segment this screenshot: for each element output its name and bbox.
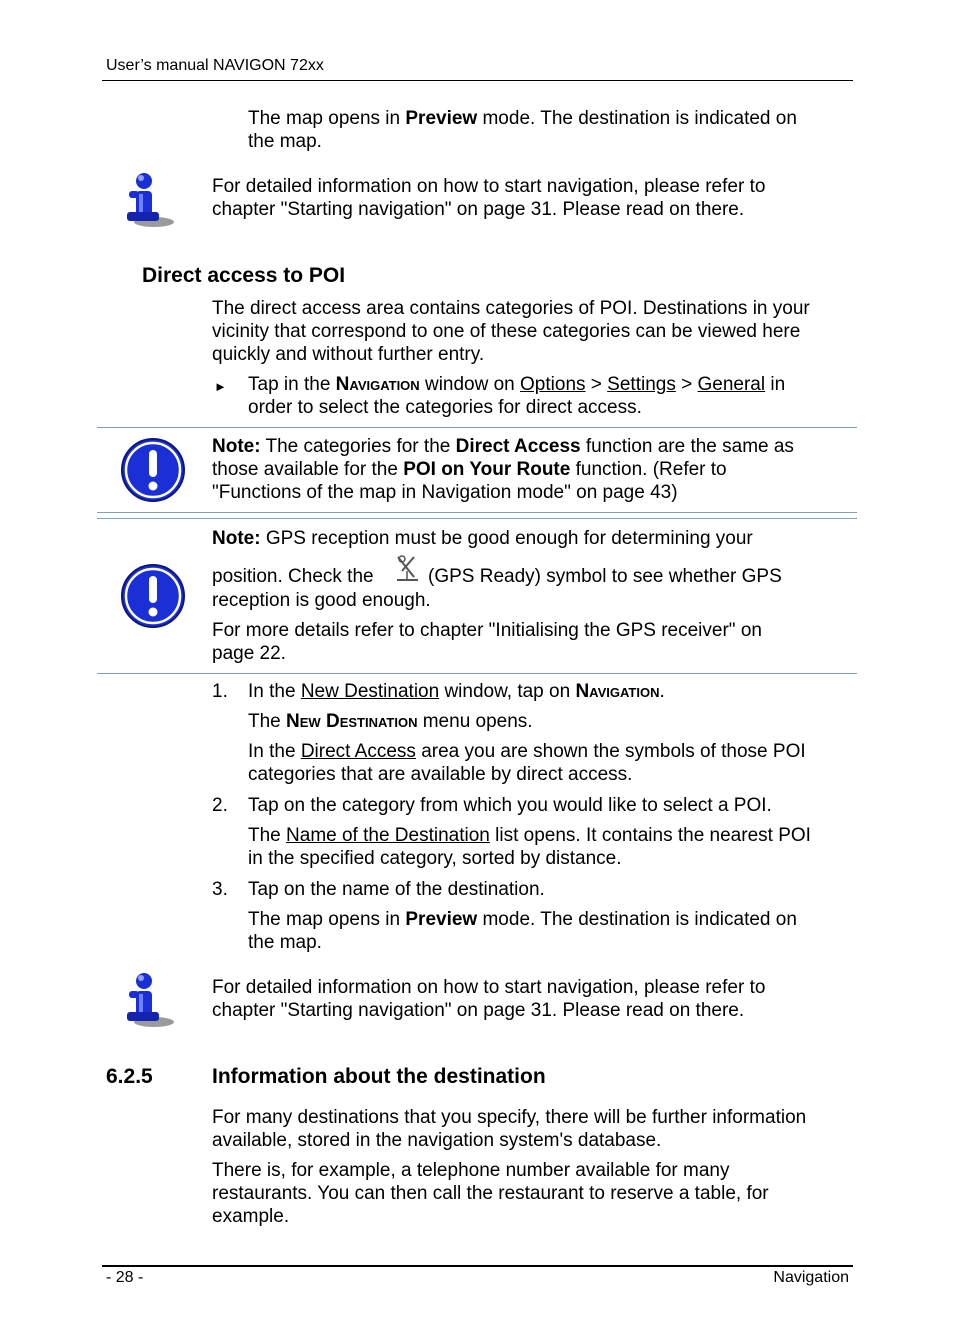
- step-number-1: 1.: [212, 681, 228, 702]
- note-2-gps-line-cont: (GPS Ready) symbol to see whether GPS: [428, 566, 782, 587]
- exclamation-icon: [120, 563, 186, 629]
- note-rule-bottom-2: [97, 673, 857, 674]
- step-3-text: Tap on the name of the destination.: [248, 879, 545, 900]
- note-1-text: Note: The categories for the Direct Access function are the same as those available for the POI on Your Route function. (Refer to "Functions of the map in Navigation mode" on page 43): [212, 436, 794, 503]
- step-1-detail: In the Direct Access area you are shown the symbols of those POI categories that are available by direct access.: [248, 741, 806, 785]
- note-2-more: For more details refer to chapter "Initialising the GPS receiver" on page 22.: [212, 620, 762, 664]
- header-rule: [102, 80, 853, 81]
- step-3-result: The map opens in Preview mode. The destination is indicated on the map.: [248, 909, 797, 953]
- footer-chapter: Navigation: [773, 1269, 849, 1286]
- info-text-2: For detailed information on how to start navigation, please refer to chapter "Starting navigation" on page 31. Please read on there.: [212, 977, 766, 1021]
- section-title: Information about the destination: [212, 1065, 546, 1088]
- note-rule-top-1: [97, 427, 857, 428]
- note-2-line-1: Note: GPS reception must be good enough for determining your: [212, 528, 753, 549]
- info-person-icon: [122, 970, 178, 1030]
- poi-heading: Direct access to POI: [142, 264, 346, 287]
- footer-rule: [102, 1265, 853, 1267]
- preview-text-1: The map opens in Preview mode. The destination is indicated on the map.: [248, 108, 797, 152]
- step-1-text: In the New Destination window, tap on Navigation.: [248, 681, 665, 702]
- gps-ready-icon: [394, 553, 420, 583]
- note-2-line-3: reception is good enough.: [212, 590, 431, 611]
- poi-instruction: Tap in the Navigation window on Options > Settings > General in order to select the categories for direct access.: [248, 374, 786, 418]
- bullet-arrow: ►: [214, 379, 227, 394]
- exclamation-icon: [120, 437, 186, 503]
- section-paragraph-2: There is, for example, a telephone number available for many restaurants. You can then call the restaurant to reserve a table, for example.: [212, 1160, 769, 1227]
- section-number: 6.2.5: [106, 1065, 153, 1088]
- step-1-result: The New Destination menu opens.: [248, 711, 533, 732]
- section-paragraph-1: For many destinations that you specify, there will be further information available, stored in the navigation system's database.: [212, 1107, 807, 1151]
- note-2-gps-line: position. Check the: [212, 566, 374, 587]
- page-header: User’s manual NAVIGON 72xx: [106, 57, 324, 74]
- step-2-result: The Name of the Destination list opens. It contains the nearest POI in the specified category, sorted by distance.: [248, 825, 811, 869]
- info-text-1: For detailed information on how to start navigation, please refer to chapter "Starting navigation" on page 31. Please read on there.: [212, 176, 766, 220]
- poi-description: The direct access area contains categories of POI. Destinations in your vicinity that correspond to one of these categories can be viewed here quickly and without further entry.: [212, 298, 810, 365]
- note-rule-bottom-1: [97, 512, 857, 513]
- step-number-3: 3.: [212, 879, 228, 900]
- info-person-icon: [122, 170, 178, 230]
- page-number: - 28 -: [106, 1269, 144, 1286]
- step-2-text: Tap on the category from which you would like to select a POI.: [248, 795, 772, 816]
- note-rule-top-2: [97, 518, 857, 519]
- step-number-2: 2.: [212, 795, 228, 816]
